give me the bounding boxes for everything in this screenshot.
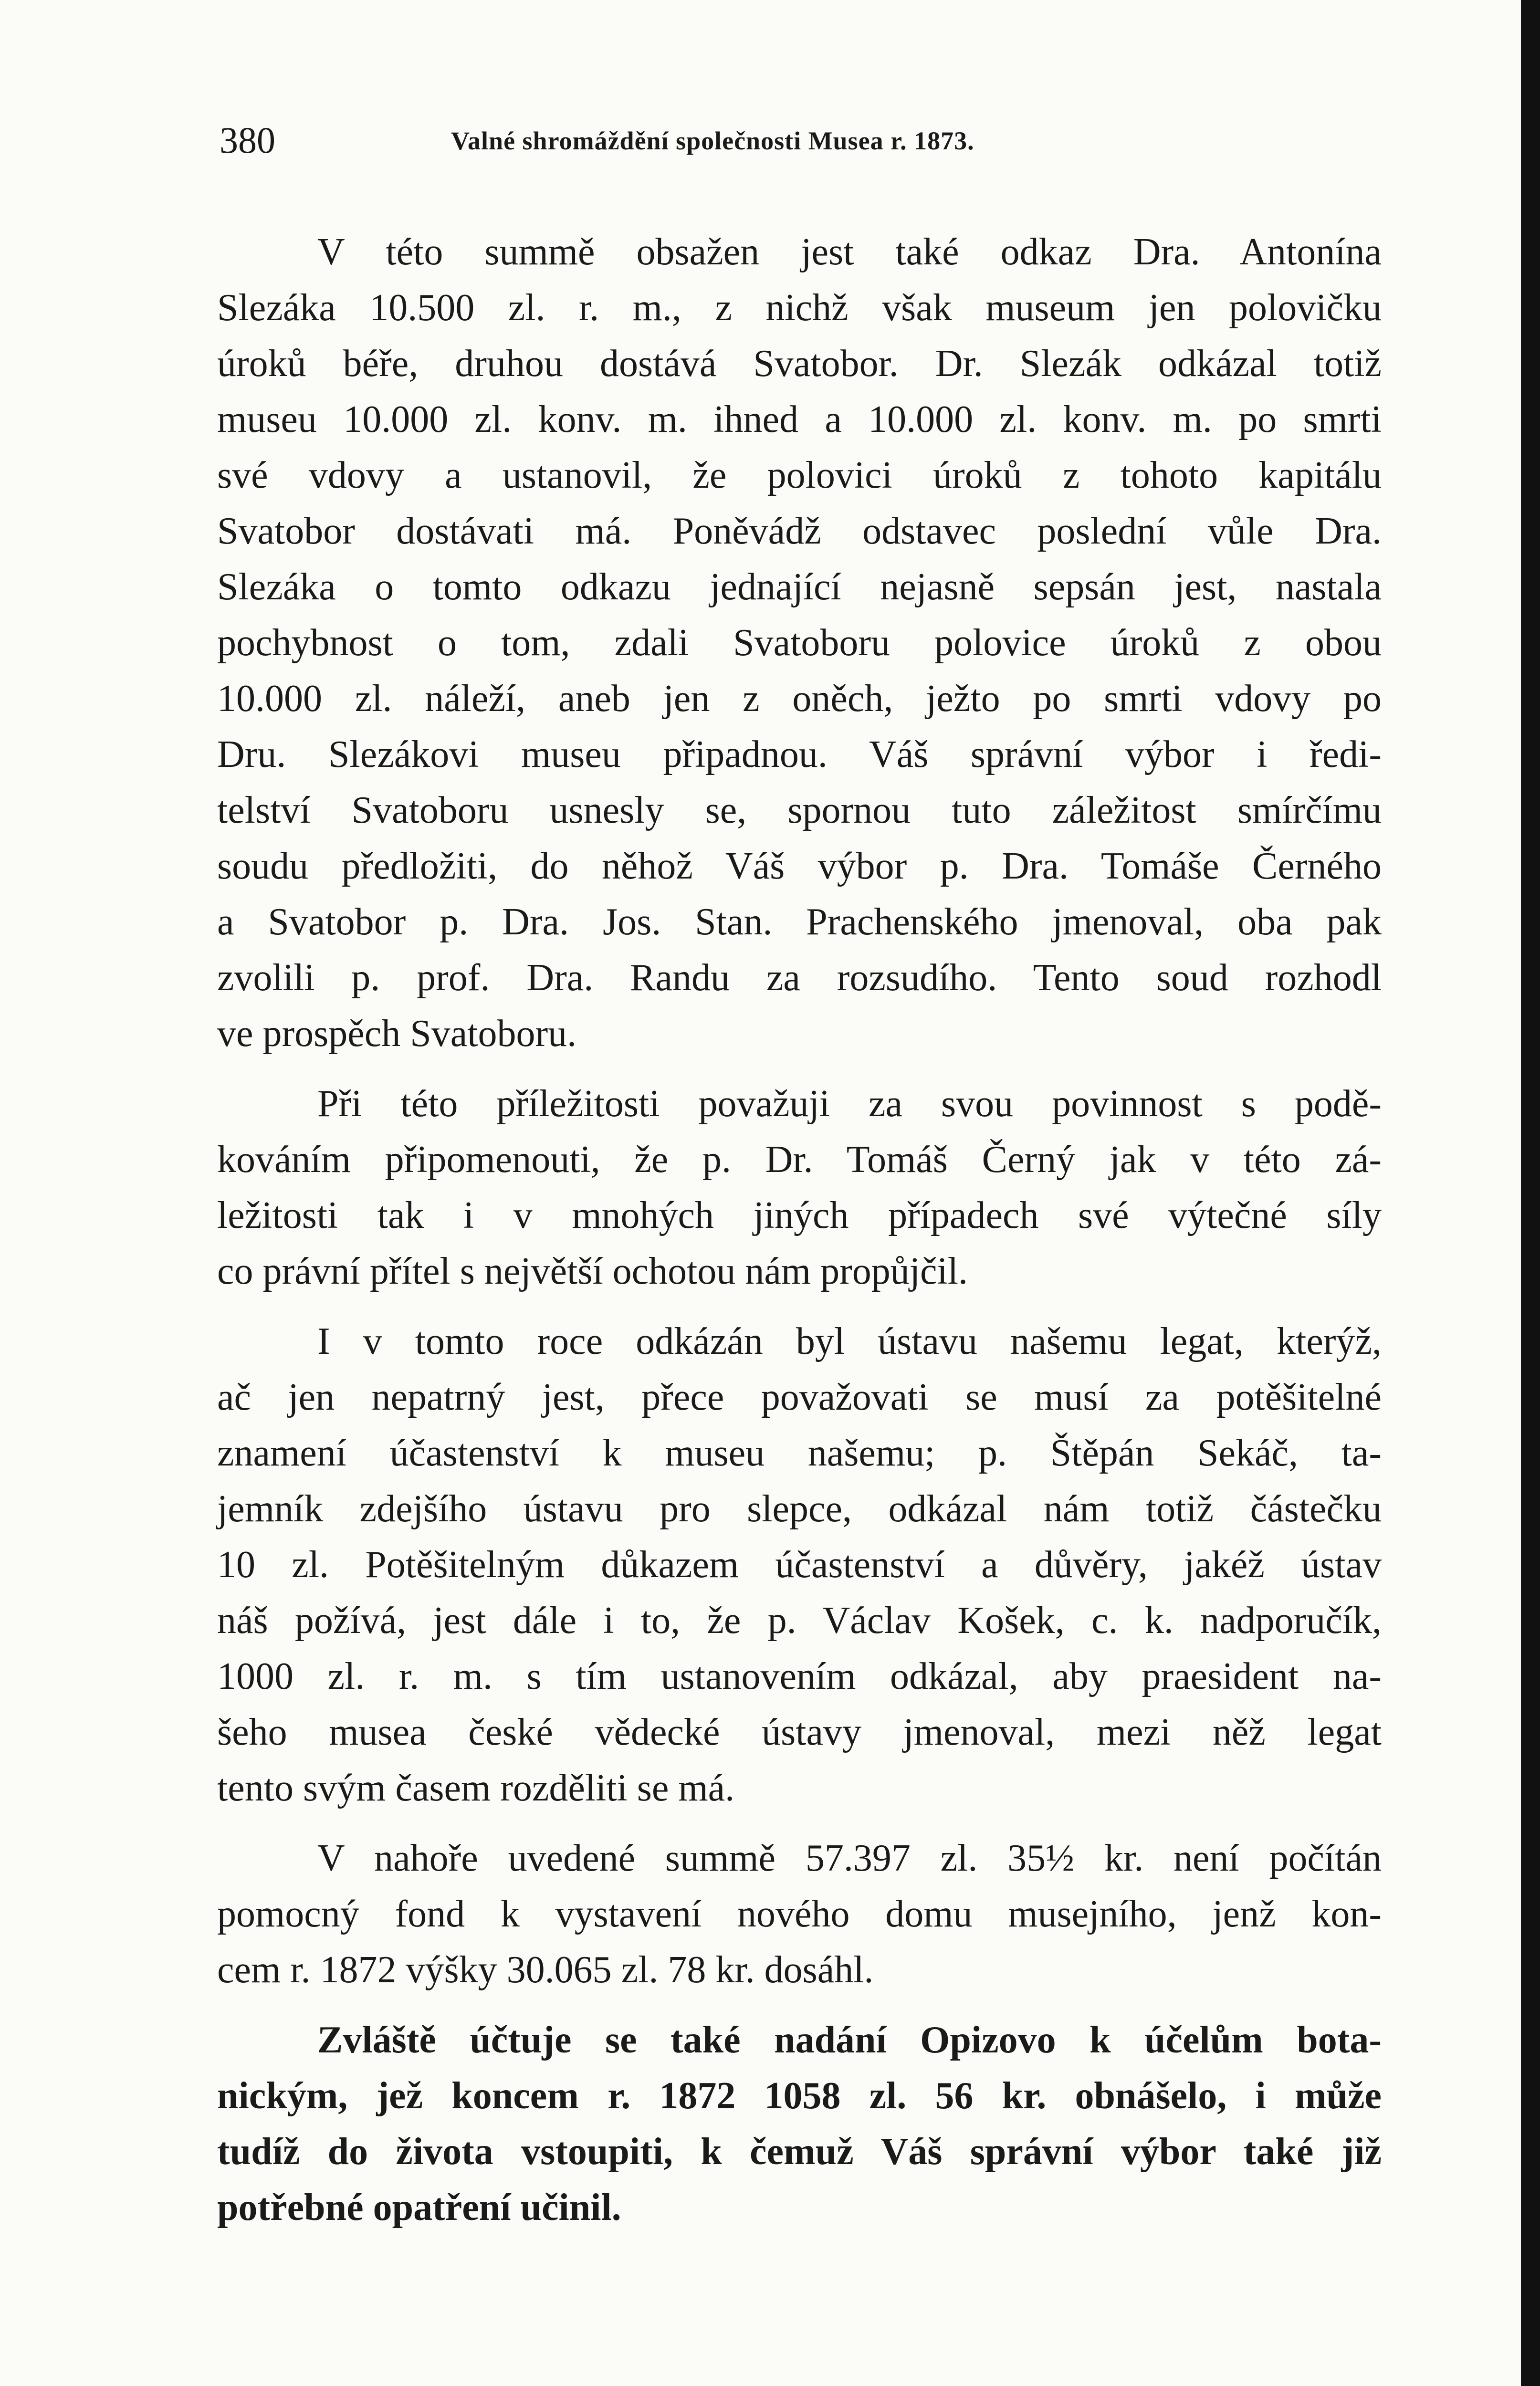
- text-line: 10 zl. Potěšitelným důkazem účastenství a důvěry, jakéž ústav: [217, 1544, 1382, 1586]
- text-line: znamení účastenství k museu našemu; p. Štěpán Sekáč, ta-: [217, 1432, 1382, 1474]
- text-line: V této summě obsažen jest také odkaz Dra. Antonína: [317, 231, 1382, 273]
- text-line: potřebné opatření učinil.: [217, 2187, 621, 2229]
- text-line: své vdovy a ustanovil, že polovici úroků z tohoto kapitálu: [217, 454, 1382, 496]
- text-line: zvolili p. prof. Dra. Randu za rozsudího. Tento soud rozhodl: [217, 957, 1382, 999]
- text-line: Slezáka o tomto odkazu jednající nejasně sepsán jest, nastala: [217, 566, 1382, 608]
- text-line: úroků béře, druhou dostává Svatobor. Dr. Slezák odkázal totiž: [217, 343, 1382, 385]
- page-header: [220, 117, 1174, 169]
- paragraph: [217, 1831, 1382, 1998]
- text-line: jemník zdejšího ústavu pro slepce, odkázal nám totiž částečku: [217, 1488, 1382, 1530]
- page-number: 380: [220, 119, 275, 161]
- text-line: Při této příležitosti považuji za svou povinnost s podě-: [317, 1083, 1382, 1125]
- text-line: pomocný fond k vystavení nového domu musejního, jenž kon-: [217, 1893, 1382, 1935]
- text-line: Dru. Slezákovi museu připadnou. Váš správní výbor i ředi-: [217, 733, 1382, 775]
- text-line: a Svatobor p. Dra. Jos. Stan. Prachenského jmenoval, oba pak: [217, 901, 1382, 943]
- text-line: soudu předložiti, do něhož Váš výbor p. Dra. Tomáše Černého: [217, 845, 1382, 887]
- text-line: 10.000 zl. náleží, aneb jen z oněch, ježto po smrti vdovy po: [217, 678, 1382, 720]
- running-title: Valné shromáždění společnosti Musea r. 1873.: [451, 126, 974, 155]
- text-line: telství Svatoboru usnesly se, spornou tuto záležitost smírčímu: [217, 789, 1382, 831]
- text-line: ač jen nepatrný jest, přece považovati se musí za potěšitelné: [217, 1376, 1382, 1418]
- text-line: museu 10.000 zl. konv. m. ihned a 10.000 zl. konv. m. po smrti: [217, 398, 1382, 440]
- text-line: tudíž do života vstoupiti, k čemuž Váš správní výbor také již: [217, 2131, 1382, 2173]
- text-line: šeho musea české vědecké ústavy jmenoval, mezi něž legat: [217, 1711, 1382, 1753]
- text-line: tento svým časem rozděliti se má.: [217, 1767, 735, 1809]
- text-line: ležitosti tak i v mnohých jiných případech své výtečné síly: [217, 1194, 1382, 1236]
- text-line: náš požívá, jest dále i to, že p. Václav Košek, c. k. nadporučík,: [217, 1600, 1382, 1642]
- text-line: co právní přítel s největší ochotou nám propůjčil.: [217, 1250, 968, 1292]
- text-line: Svatobor dostávati má. Poněvádž odstavec poslední vůle Dra.: [217, 510, 1382, 552]
- text-line: I v tomto roce odkázán byl ústavu našemu legat, kterýž,: [317, 1320, 1382, 1362]
- text-line: Slezáka 10.500 zl. r. m., z nichž však museum jen polovičku: [217, 287, 1382, 329]
- paragraph-bold: [217, 2012, 1382, 2236]
- text-line: ve prospěch Svatoboru.: [217, 1013, 577, 1055]
- text-line: nickým, jež koncem r. 1872 1058 zl. 56 kr. obnášelo, i může: [217, 2075, 1382, 2117]
- paragraph: [217, 1076, 1382, 1299]
- text-line: Zvláště účtuje se také nadání Opizovo k účelům bota-: [317, 2019, 1382, 2061]
- text-line: 1000 zl. r. m. s tím ustanovením odkázal, aby praesident na-: [217, 1655, 1382, 1697]
- paragraph: [217, 1314, 1382, 1816]
- paragraph: [217, 224, 1382, 1062]
- scan-edge: [1521, 0, 1540, 2386]
- text-line: V nahoře uvedené summě 57.397 zl. 35½ kr. není počítán: [317, 1837, 1382, 1879]
- text-line: cem r. 1872 výšky 30.065 zl. 78 kr. dosáhl.: [217, 1949, 874, 1991]
- text-line: pochybnost o tom, zdali Svatoboru polovice úroků z obou: [217, 622, 1382, 664]
- body-text: [217, 224, 1382, 2236]
- text-line: kováním připomenouti, že p. Dr. Tomáš Černý jak v této zá-: [217, 1139, 1382, 1181]
